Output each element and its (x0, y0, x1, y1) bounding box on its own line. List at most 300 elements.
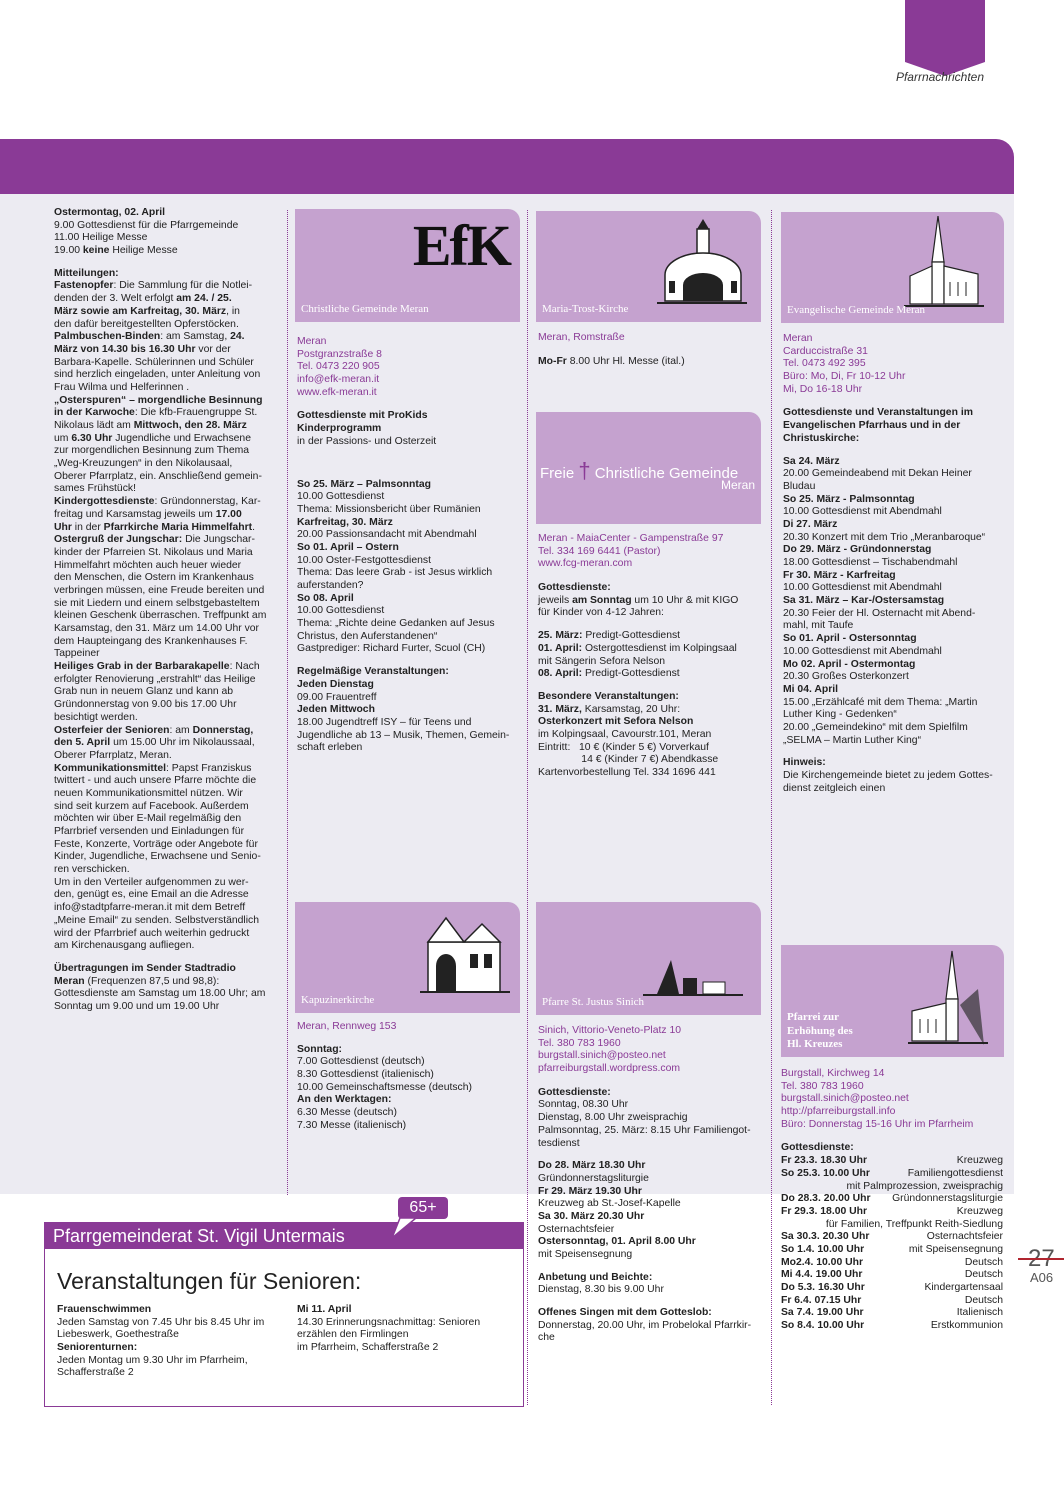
text-line: 9.00 Gottesdienst für die Pfarrgemeinde (54, 219, 239, 231)
contact-line: Sinich, Vittorio-Veneto-Platz 10 (538, 1025, 682, 1036)
contact-line: www.efk-meran.it (297, 386, 377, 398)
fcg-contact (538, 533, 760, 571)
text-line: erfolgter Renovierung „erstrahlt“ das Heilige (54, 673, 256, 685)
schedule-date: Sa 30.3. 20.30 Uhr (781, 1231, 870, 1243)
text-line: dienst zeitgleich einen (783, 782, 886, 794)
schedule-row (781, 1282, 1003, 1295)
schedule-row (781, 1269, 1003, 1282)
text-line: „SELMA – Martin Luther King“ (783, 734, 922, 746)
section-title: Pfarrnachrichten (895, 70, 984, 84)
text-line (54, 258, 282, 268)
text-line: Karfreitag, 30. März (297, 516, 393, 528)
schedule-row (781, 1219, 1003, 1232)
text-line: 10.00 Gemeinschaftsmesse (deutsch) (297, 1081, 472, 1093)
text-line: Osterkonzert mit Sefora Nelson (538, 716, 694, 728)
text-line: kinder der Pfarreien St. Nikolaus und Maria (54, 546, 253, 558)
text-line: 09.00 Frauentreff (297, 691, 377, 703)
text-line: Hinweis: (783, 757, 826, 769)
contact-line: Tel. 0473 220 905 (297, 361, 380, 373)
text-line: denden der 3. Welt erfolgt am 24. / 25. (54, 293, 232, 305)
kapuziner-info (297, 1021, 519, 1133)
schedule-row (781, 1206, 1003, 1219)
senioren-title: Veranstaltungen für Senioren: (57, 1268, 362, 1294)
contact-line: Tel. 380 783 1960 (781, 1080, 864, 1092)
text-line: Die Kirchengemeinde bietet zu jedem Gottes- (783, 770, 993, 781)
schedule-date: So 1.4. 10.00 Uhr (781, 1243, 865, 1255)
efk-contact (297, 336, 519, 399)
text-line: Donnerstag, 20.00 Uhr, im Probelokal Pfarrkir- (538, 1319, 752, 1331)
text-line: Feste, Konzerte, Vorträge oder Angebote für (54, 838, 258, 850)
evang-schedule (783, 407, 1005, 795)
text-line: 18.00 Jugendtreff ISY – für Teens und (297, 716, 472, 728)
schedule-event: Osternachtsfeier (926, 1231, 1003, 1243)
mariatrost-schedule (538, 356, 760, 369)
text-line: 20.00 „Gemeindekino“ mit dem Spielfilm (783, 721, 968, 733)
fcg-info (538, 533, 760, 780)
text-line: So 25. März - Palmsonntag (783, 493, 915, 505)
schedule-date: Mo2.4. 10.00 Uhr (781, 1256, 864, 1268)
text-line (538, 1262, 760, 1272)
text-line: Eintritt: 10 € (Kinder 5 €) Vorverkauf (538, 741, 709, 753)
text-line: „Meine Email“ zu senden. Selbstverständlich (54, 914, 260, 926)
text-line (538, 620, 760, 630)
kreuz-contact (781, 1068, 1003, 1131)
efk-info (297, 336, 519, 755)
text-line: März von 14.30 bis 16.30 Uhr vor der (54, 343, 231, 355)
text-line: An den Werktagen: (297, 1094, 392, 1106)
contact-line: info@efk-meran.it (297, 374, 380, 386)
text-line: den 5. April um 15.00 Uhr im Nikolaussaal, (54, 737, 255, 749)
column-divider (527, 210, 528, 1405)
contact-line: Meran (783, 333, 813, 344)
senioren-left (57, 1304, 287, 1380)
text-line: Liebeswerk, Goethestraße (57, 1329, 179, 1341)
text-line: auferstanden? (297, 580, 364, 591)
text-line: Ostermontag, 02. April (54, 207, 166, 218)
contact-line: pfarreiburgstall.wordpress.com (538, 1063, 681, 1075)
kreuz-heading: Gottesdienste: (781, 1142, 854, 1154)
schedule-date: So 25.3. 10.00 Uhr (781, 1167, 870, 1179)
schedule-row (781, 1193, 1003, 1206)
text-line: Barbara-Kapelle. Schülerinnen und Schüler (54, 356, 254, 368)
evang-label: Evangelische Gemeinde Meran (787, 304, 926, 317)
text-line: Palmbuschen-Binden: am Samstag, 24. (54, 331, 245, 343)
text-line (538, 1150, 760, 1160)
text-line: Mo-Fr 8.00 Uhr Hl. Messe (ital.) (538, 355, 685, 367)
text-line: Fr 29. März 19.30 Uhr (538, 1185, 642, 1197)
text-line (783, 446, 1005, 456)
text-line: 14.30 Erinnerungsnachmittag: Senioren (297, 1316, 481, 1328)
text-line: mahl, mit Taufe (783, 620, 854, 632)
text-line: sind seit kurzem auf Facebook. Außerdem (54, 800, 249, 812)
text-line: Seniorenturnen: (57, 1342, 138, 1354)
mariatrost-contact (538, 332, 760, 345)
schedule-date: Do 5.3. 16.30 Uhr (781, 1282, 865, 1293)
text-line: 8.30 Gottesdienst (italienisch) (297, 1069, 434, 1081)
contact-line: Büro: Mo, Di, Fr 10-12 Uhr (783, 371, 906, 383)
schedule-event: Kreuzweg (956, 1155, 1003, 1167)
schedule-row (781, 1257, 1003, 1270)
text-line: zur morgendlichen Besinnung zum Thema (54, 445, 250, 457)
text-line: Gottesdienste: (538, 582, 611, 594)
text-line: Kinder, Jugendliche, Erwachsene und Senio- (54, 851, 261, 863)
text-line: info@stadtpfarre-meran.it mit dem Betreff (54, 902, 246, 914)
text-line: Kartenvorbestellung Tel. 334 1696 441 (538, 767, 716, 778)
text-line: für Kinder von 4-12 Jahren: (538, 607, 664, 619)
contact-line: Meran (297, 336, 327, 347)
text-line: am Kirchenausgang aufliegen. (54, 940, 195, 952)
text-line: Kindergottesdienste: Gründonnerstag, Kar- (54, 496, 261, 508)
text-line: So 01. April - Ostersonntag (783, 633, 917, 645)
text-line: Kreuzweg ab St.-Josef-Kapelle (538, 1198, 681, 1210)
badge-pointer-icon (390, 1218, 420, 1240)
text-line: Uhr in der Pfarrkirche Maria Himmelfahrt. (54, 521, 255, 533)
page-number: 27 (1028, 1245, 1055, 1272)
text-line (783, 747, 1005, 757)
schedule-row (781, 1181, 1003, 1194)
text-line: So 01. April – Ostern (297, 541, 399, 553)
label-line: Pfarrei zur (787, 1010, 840, 1023)
fcg-logo-word: Christliche Gemeinde (594, 465, 739, 482)
text-line: 14 € (Kinder 7 €) Abendkasse (538, 754, 719, 766)
text-line: Meran (Frequenzen 87,5 und 98,8): (54, 975, 220, 987)
schedule-row (781, 1244, 1003, 1257)
schedule-date: Fr 23.3. 18.30 Uhr (781, 1155, 868, 1167)
page-number-rule (1018, 1258, 1064, 1260)
parish-news-text (54, 207, 282, 1014)
text-line: 11.00 Heilige Messe (54, 232, 148, 244)
text-line: Osternachtsfeier (538, 1223, 615, 1235)
efk-schedule (297, 410, 519, 755)
text-line: Gastprediger: Richard Furter, Scuol (CH) (297, 643, 486, 655)
text-line: Nikolaus lädt am Mittwoch, den 28. März (54, 420, 247, 431)
text-line: Frauenschwimmen (57, 1304, 152, 1315)
text-line: schaft erleben (297, 742, 363, 754)
schedule-date: Fr 29.3. 18.00 Uhr (781, 1205, 868, 1217)
text-line: um 6.30 Uhr Jugendliche und Erwachsene (54, 432, 251, 444)
text-line: 10.00 Gottesdienst (297, 605, 385, 617)
text-line: Anbetung und Beichte: (538, 1271, 653, 1283)
text-line: neuen Kommunikationsmittel nützen. Wir (54, 787, 243, 799)
text-line: Sa 24. März (783, 455, 840, 467)
text-line: 20.00 Passionsandacht mit Abendmahl (297, 529, 477, 541)
schedule-event: Deutsch (964, 1269, 1003, 1281)
mariatrost-header-box (536, 211, 761, 322)
text-line: Jeden Montag um 9.30 Uhr im Pfarrheim, (57, 1354, 248, 1366)
kreuz-info (781, 1068, 1003, 1333)
text-line: 19.00 keine Heilige Messe (54, 245, 178, 257)
text-line: März sowie am Karfreitag, 30. März, in (54, 305, 240, 317)
text-line: Evangelischen Pfarrhaus und in der (783, 420, 961, 432)
church-drawing-icon (908, 949, 988, 1049)
text-line: freitag und Karsamstag jeweils um 17.00 (54, 508, 242, 520)
text-line: erzählen den Firmlingen (297, 1329, 409, 1341)
contact-line: Meran, Romstraße (538, 332, 625, 343)
text-line: Mi 11. April (297, 1304, 352, 1315)
text-line: Gründonnerstag von 9.00 bis 17.00 Uhr (54, 699, 237, 711)
text-line: 31. März, Karsamstag, 20 Uhr: (538, 703, 681, 715)
text-line: 08. April: Predigt-Gottesdienst (538, 668, 680, 680)
text-line: möchten wir über E-Mail regelmäßig den (54, 813, 242, 825)
text-line: che (538, 1332, 555, 1344)
schedule-event: Deutsch (964, 1294, 1003, 1306)
text-line: Osterfeier der Senioren: am Donnerstag, (54, 724, 254, 736)
contact-line: Burgstall, Kirchweg 14 (781, 1068, 885, 1079)
schedule-row (781, 1307, 1003, 1320)
church-drawing-icon (657, 219, 747, 309)
text-line: 01. April: Ostergottesdienst im Kolpingsaal (538, 642, 737, 654)
text-line: Heiliges Grab in der Barbarakapelle: Nach (54, 661, 260, 673)
schedule-row (781, 1231, 1003, 1244)
text-line: 10.00 Gottesdienst mit Abendmahl (783, 582, 942, 594)
text-line: 20.00 Gemeindeabend mit Dekan Heiner (783, 468, 972, 480)
schedule-event: Deutsch (964, 1256, 1003, 1268)
text-line: Thema: „Richte deine Gedanken auf Jesus (297, 618, 495, 630)
text-line: 18.00 Gottesdienst – Tischabendmahl (783, 557, 958, 568)
text-line: Kommunikationsmittel: Papst Franziskus (54, 762, 252, 774)
text-line: 15.00 „Erzählcafé mit dem Thema: „Martin (783, 696, 978, 708)
text-line: kleinen Geschenk überraschen. Treffpunkt am (54, 610, 267, 622)
header-tab (905, 0, 985, 62)
fcg-logo (540, 458, 738, 485)
text-line: besichtigt werden. (54, 711, 138, 723)
fcg-schedule (538, 582, 760, 780)
text-line: Schafferstraße 2 (57, 1367, 134, 1379)
text-line: Thema: Missionsbericht über Rumänien (297, 503, 481, 515)
sinich-header-box (536, 902, 761, 1015)
age-badge: 65+ (398, 1197, 448, 1219)
text-line: Christus, den Auferstandenen“ (297, 630, 438, 642)
text-line: twittert - und auch unsere Pfarre möchte die (54, 775, 257, 787)
cross-icon: † (578, 458, 591, 483)
senioren-box (44, 1222, 524, 1407)
church-drawing-icon (420, 910, 510, 998)
text-line: So 08. April (297, 592, 354, 604)
contact-line: burgstall.sinich@posteo.net (538, 1050, 666, 1062)
schedule-event: Erstkommunion (930, 1320, 1003, 1332)
schedule-event: Kindergartensaal (924, 1282, 1003, 1293)
text-line: Mi 04. April (783, 683, 839, 695)
text-line: Thema: Das leere Grab - ist Jesus wirklich (297, 567, 493, 579)
church-drawing-icon (904, 216, 984, 314)
senioren-bar: Pfarrgemeinderat St. Vigil Untermais (45, 1223, 523, 1249)
text-line: Oberer Pfarrplatz, Meran. (54, 749, 172, 761)
header-band (0, 139, 1014, 194)
text-line: Jeden Mittwoch (297, 704, 375, 716)
text-line: Mo 02. April - Ostermontag (783, 658, 916, 670)
schedule-date: Do 28.3. 20.00 Uhr (781, 1193, 871, 1205)
text-line: 20.30 Feier der Hl. Osternacht mit Abend- (783, 607, 976, 619)
evang-header-box (781, 212, 1004, 323)
text-line: Jeden Dienstag (297, 678, 374, 690)
efk-label: Christliche Gemeinde Meran (301, 303, 429, 316)
text-line (538, 681, 760, 691)
schedule-row (781, 1295, 1003, 1308)
text-line: Gottesdienste: (538, 1086, 611, 1098)
schedule-row (781, 1168, 1003, 1181)
kapuziner-header-box (295, 902, 520, 1013)
text-line: Do 29. März - Gründonnerstag (783, 544, 932, 556)
text-line: Do 28. März 18.30 Uhr (538, 1160, 646, 1172)
text-line: Jeden Samstag von 7.45 Uhr bis 8.45 Uhr im (57, 1316, 265, 1328)
text-line: Regelmäßige Veranstaltungen: (297, 666, 449, 678)
text-line: sie mit Liedern und einem selbstgebasteltem (54, 597, 260, 609)
schedule-date: Sa 7.4. 19.00 Uhr (781, 1307, 864, 1319)
text-line: jeweils am Sonntag um 10 Uhr & mit KIGO (538, 594, 739, 606)
kreuz-schedule (781, 1155, 1003, 1333)
contact-line: Meran, Rennweg 153 (297, 1021, 397, 1032)
text-line: Himmelfahrt möchten auch heuer wieder (54, 559, 242, 571)
mariatrost-info (538, 332, 760, 368)
text-line: Di 27. März (783, 518, 838, 530)
text-line: 20.30 Großes Osterkonzert (783, 671, 909, 683)
text-line: Um in den Verteiler aufgenommen zu wer- (54, 876, 249, 888)
contact-line: burgstall.sinich@posteo.net (781, 1093, 909, 1105)
text-line (297, 469, 519, 479)
fcg-logo-word: Freie (540, 465, 575, 482)
text-line: sind herzlich eingeladen, unter Anleitung von (54, 369, 261, 381)
text-line: Besondere Veranstaltungen: (538, 690, 679, 702)
text-line: den, genügt es, eine Email an die Adresse (54, 889, 249, 901)
text-line: Übertragungen im Sender Stadtradio (54, 962, 236, 974)
contact-line: www.fcg-meran.com (538, 558, 633, 570)
text-line: Kinderprogramm (297, 423, 382, 435)
text-line: Gottesdienste am Samstag um 18.00 Uhr; am (54, 988, 266, 1000)
contact-line: Tel. 380 783 1960 (538, 1037, 621, 1049)
schedule-event: Kreuzweg (956, 1205, 1003, 1217)
text-line: Christuskirche: (783, 432, 860, 444)
text-line: Jugendliche ab 13 – Musik, Themen, Gemein- (297, 729, 510, 741)
text-line: Sonntag, 08.30 Uhr (538, 1099, 629, 1111)
contact-line: Postgranzstraße 8 (297, 348, 382, 360)
text-line: Gründonnerstagsliturgie (538, 1172, 649, 1184)
sinich-schedule (538, 1087, 760, 1345)
fcg-logo-city: Meran (720, 478, 755, 492)
text-line: Dienstag, 8.00 Uhr zweisprachig (538, 1112, 688, 1124)
text-line: Ostersonntag, 01. April 8.00 Uhr (538, 1236, 696, 1248)
schedule-event: mit Palmprozession, zweisprachig (846, 1180, 1003, 1192)
text-line: 10.00 Gottesdienst mit Abendmahl (783, 645, 942, 657)
column-divider (771, 210, 772, 1405)
text-line (297, 449, 519, 459)
schedule-date: So 8.4. 10.00 Uhr (781, 1320, 865, 1332)
sinich-info (538, 1025, 760, 1345)
schedule-date: Fr 6.4. 07.15 Uhr (781, 1294, 862, 1306)
text-line: mit Sängerin Sefora Nelson (538, 655, 666, 667)
efk-header-box (295, 209, 520, 322)
text-line: im Kolpingsaal, Cavourstr.101, Meran (538, 728, 712, 740)
schedule-event: Gründonnerstagsliturgie (892, 1193, 1003, 1205)
kreuz-header-box (781, 945, 1004, 1057)
text-line: verbringen müssen, eine Freude bereiten und (54, 584, 265, 596)
fcg-header-box (536, 412, 761, 524)
text-line: „Osterspuren“ – morgendliche Besinnung (54, 394, 263, 406)
kreuz-label (787, 1011, 853, 1052)
label-line: Hl. Kreuzes (787, 1038, 843, 1051)
text-line (54, 953, 282, 963)
text-line: Tappeiner (54, 648, 100, 660)
text-line: Dienstag, 8.30 bis 9.00 Uhr (538, 1284, 664, 1296)
text-line: tesdienst (538, 1137, 580, 1149)
text-line: in der Passions- und Osterzeit (297, 435, 437, 447)
text-line: Gottesdienste und Veranstaltungen im (783, 407, 973, 419)
text-line: Oberer Pfarrplatz, ein. Anschließend gemein- (54, 470, 262, 482)
church-drawing-icon (643, 950, 743, 1000)
efk-logo: EfK (412, 213, 510, 278)
text-line: Offenes Singen mit dem Gotteslob: (538, 1307, 712, 1319)
text-line: sames Frühstück! (54, 483, 136, 495)
text-line: 7.00 Gottesdienst (deutsch) (297, 1056, 425, 1068)
schedule-row (781, 1155, 1003, 1168)
text-line: mit Speisensegnung (538, 1249, 633, 1260)
text-line: Sa 31. März – Kar-/Ostersamstag (783, 595, 945, 607)
contact-line: Tel. 0473 492 395 (783, 358, 866, 370)
mariatrost-label: Maria-Trost-Kirche (542, 303, 629, 316)
text-line: den dafür bereitgestellten Opferstöcken. (54, 318, 239, 330)
text-line: „Weg-Kreuzungen“ in den Nikolausaal, (54, 458, 233, 470)
text-line: Grab nun in neuem Glanz und kann ab (54, 686, 234, 698)
text-line: Palmsonntag, 25. März: 8.15 Uhr Familiengot- (538, 1124, 751, 1136)
text-line: Sa 30. März 20.30 Uhr (538, 1210, 645, 1222)
text-line: Karsamstag, den 31. März um 14.00 Uhr vor (54, 623, 260, 634)
schedule-row (781, 1320, 1003, 1333)
text-line: Sonntag um 9.00 und um 19.00 Uhr (54, 1000, 220, 1012)
contact-line: Carduccistraße 31 (783, 345, 868, 357)
senioren-right (297, 1304, 507, 1355)
text-line: Mitteilungen: (54, 267, 119, 279)
contact-line: Meran - MaiaCenter - Gampenstraße 97 (538, 533, 724, 544)
text-line: Pfarrbrief versenden und Einladungen für (54, 826, 245, 837)
text-line: den Menschen, die Ostern im Krankenhaus (54, 572, 254, 584)
text-line (297, 656, 519, 666)
page-code: A06 (1030, 1270, 1054, 1285)
text-line: wird der Pfarrbrief auch weiterhin gedruckt (54, 927, 250, 939)
text-line: 25. März: Predigt-Gottesdienst (538, 630, 681, 642)
text-line: Sonntag: (297, 1043, 343, 1055)
label-line: Erhöhung des (787, 1024, 853, 1037)
contact-line: Tel. 334 169 6441 (Pastor) (538, 545, 661, 557)
sinich-contact (538, 1025, 760, 1076)
kapuziner-label: Kapuzinerkirche (301, 994, 375, 1007)
text-line: 7.30 Messe (italienisch) (297, 1119, 407, 1131)
text-line: Ostergruß der Jungschar: Die Jungschar- (54, 534, 255, 546)
contact-line: Mi, Do 16-18 Uhr (783, 383, 863, 395)
text-line: Gottesdienste mit ProKids (297, 410, 428, 422)
text-line: im Pfarrheim, Schafferstraße 2 (297, 1342, 439, 1354)
text-line: in der Karwoche: Die kfb-Frauengruppe St. (54, 407, 258, 419)
text-line: ren verschicken. (54, 864, 130, 876)
text-line: 10.00 Gottesdienst (297, 491, 385, 503)
contact-line: http://pfarreiburgstall.info (781, 1106, 896, 1118)
text-line: Fr 30. März - Karfreitag (783, 569, 896, 581)
schedule-event: mit Speisensegnung (908, 1243, 1003, 1255)
sinich-label: Pfarre St. Justus Sinich (542, 996, 645, 1009)
schedule-event: Italienisch (956, 1307, 1003, 1319)
text-line: 10.00 Oster-Festgottesdienst (297, 554, 431, 566)
schedule-date: Mi 4.4. 19.00 Uhr (781, 1269, 863, 1281)
text-line: Fastenopfer: Die Sammlung für die Notlei- (54, 280, 253, 292)
text-line: 6.30 Messe (deutsch) (297, 1107, 397, 1119)
schedule-event: Familiengottesdienst (907, 1167, 1003, 1179)
contact-line: Büro: Donnerstag 15-16 Uhr im Pfarrheim (781, 1118, 974, 1130)
schedule-event: für Familien, Treffpunkt Reith-Siedlung (825, 1218, 1003, 1230)
text-line: 10.00 Gottesdienst mit Abendmahl (783, 506, 942, 518)
text-line (538, 1297, 760, 1307)
text-line: So 25. März – Palmsonntag (297, 478, 431, 490)
kapuziner-contact (297, 1021, 519, 1034)
evang-contact (783, 333, 1005, 396)
text-line: dem Haupteingang des Krankenhauses F. (54, 635, 248, 647)
